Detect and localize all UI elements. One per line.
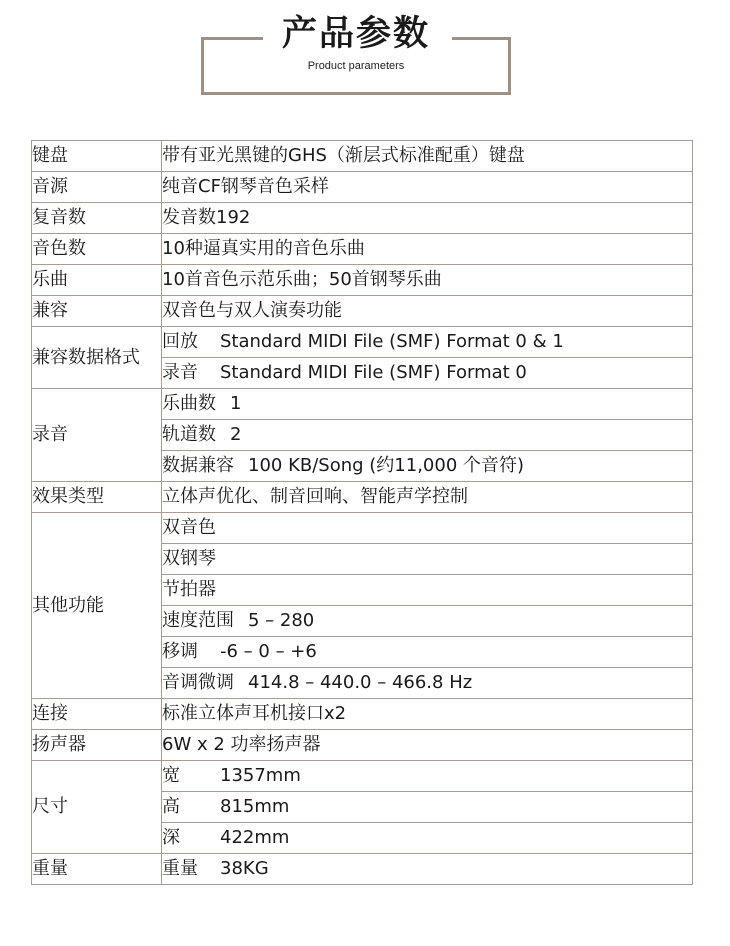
spec-key: 兼容	[32, 296, 162, 327]
table-row	[32, 513, 693, 544]
spec-sub-row	[162, 854, 693, 885]
spec-key: 连接	[32, 699, 162, 730]
spec-sub-value: 100 KB/Song (约11,000 个音符)	[248, 455, 525, 476]
spec-sub-value: 38KG	[220, 858, 269, 879]
spec-sub-value: -6 – 0 – +6	[220, 641, 317, 662]
spec-sub-label: 音调微调	[162, 672, 234, 693]
spec-key: 重量	[32, 854, 162, 885]
table-row	[32, 699, 693, 730]
table-row	[32, 854, 693, 885]
table-row	[32, 761, 693, 792]
spec-sub-label: 回放	[162, 331, 198, 352]
spec-sub-value: 2	[230, 424, 242, 445]
spec-sub-row	[162, 358, 693, 389]
table-row	[32, 172, 693, 203]
spec-sub-value: 815mm	[220, 796, 290, 817]
spec-sub-value: 414.8 – 440.0 – 466.8 Hz	[248, 672, 473, 693]
spec-key: 音色数	[32, 234, 162, 265]
spec-sub-row	[162, 327, 693, 358]
spec-key: 尺寸	[32, 761, 162, 854]
page-title: 产品参数	[281, 14, 430, 54]
table-row	[32, 327, 693, 358]
spec-sub-row	[162, 420, 693, 451]
spec-sub-label: 双音色	[162, 517, 216, 538]
spec-sub-label: 深	[162, 827, 180, 848]
spec-sub-row	[162, 668, 693, 699]
spec-key: 复音数	[32, 203, 162, 234]
spec-sub-value: 1	[230, 393, 242, 414]
spec-key: 其他功能	[32, 513, 162, 699]
spec-sub-label: 双钢琴	[162, 548, 216, 569]
table-row	[32, 265, 693, 296]
spec-sub-value: Standard MIDI File (SMF) Format 0 & 1	[220, 331, 564, 352]
spec-key: 兼容数据格式	[32, 327, 162, 389]
spec-key: 录音	[32, 389, 162, 482]
spec-sub-row	[162, 606, 693, 637]
spec-sub-label: 轨道数	[162, 424, 216, 445]
spec-value: 带有亚光黑键的GHS（渐层式标准配重）键盘	[162, 141, 693, 172]
spec-sub-label: 乐曲数	[162, 393, 216, 414]
spec-sub-label: 录音	[162, 362, 198, 383]
table-row	[32, 296, 693, 327]
spec-value: 10首音色示范乐曲；50首钢琴乐曲	[162, 265, 693, 296]
spec-value: 6W x 2 功率扬声器	[162, 730, 693, 761]
spec-sub-row	[162, 575, 693, 606]
spec-sub-label: 移调	[162, 641, 198, 662]
spec-sub-row	[162, 823, 693, 854]
table-row	[32, 141, 693, 172]
spec-key: 键盘	[32, 141, 162, 172]
table-row	[32, 203, 693, 234]
spec-value: 标准立体声耳机接口x2	[162, 699, 693, 730]
spec-sub-row	[162, 637, 693, 668]
spec-sub-label: 节拍器	[162, 579, 216, 600]
spec-sub-row	[162, 544, 693, 575]
spec-sub-label: 高	[162, 796, 180, 817]
spec-sub-label: 数据兼容	[162, 455, 234, 476]
spec-sub-row	[162, 792, 693, 823]
spec-sub-row	[162, 451, 693, 482]
spec-sub-value: 422mm	[220, 827, 290, 848]
spec-sub-row	[162, 761, 693, 792]
spec-table	[31, 140, 693, 885]
spec-sub-value: Standard MIDI File (SMF) Format 0	[220, 362, 527, 383]
spec-key: 乐曲	[32, 265, 162, 296]
spec-value: 发音数192	[162, 203, 693, 234]
spec-sub-label: 速度范围	[162, 610, 234, 631]
section-header	[0, 0, 730, 110]
spec-key: 扬声器	[32, 730, 162, 761]
spec-sub-label: 重量	[162, 858, 198, 879]
spec-value: 10种逼真实用的音色乐曲	[162, 234, 693, 265]
spec-value: 双音色与双人演奏功能	[162, 296, 693, 327]
table-row	[32, 234, 693, 265]
spec-sub-label: 宽	[162, 765, 180, 786]
spec-value: 立体声优化、制音回响、智能声学控制	[162, 482, 693, 513]
spec-sub-value: 5 – 280	[248, 610, 315, 631]
spec-sub-row	[162, 513, 693, 544]
spec-sub-value: 1357mm	[220, 765, 301, 786]
table-row	[32, 482, 693, 513]
table-row	[32, 730, 693, 761]
spec-key: 效果类型	[32, 482, 162, 513]
spec-sub-row	[162, 389, 693, 420]
page-subtitle: Product parameters	[307, 60, 405, 72]
table-row	[32, 389, 693, 420]
spec-value: 纯音CF钢琴音色采样	[162, 172, 693, 203]
spec-key: 音源	[32, 172, 162, 203]
